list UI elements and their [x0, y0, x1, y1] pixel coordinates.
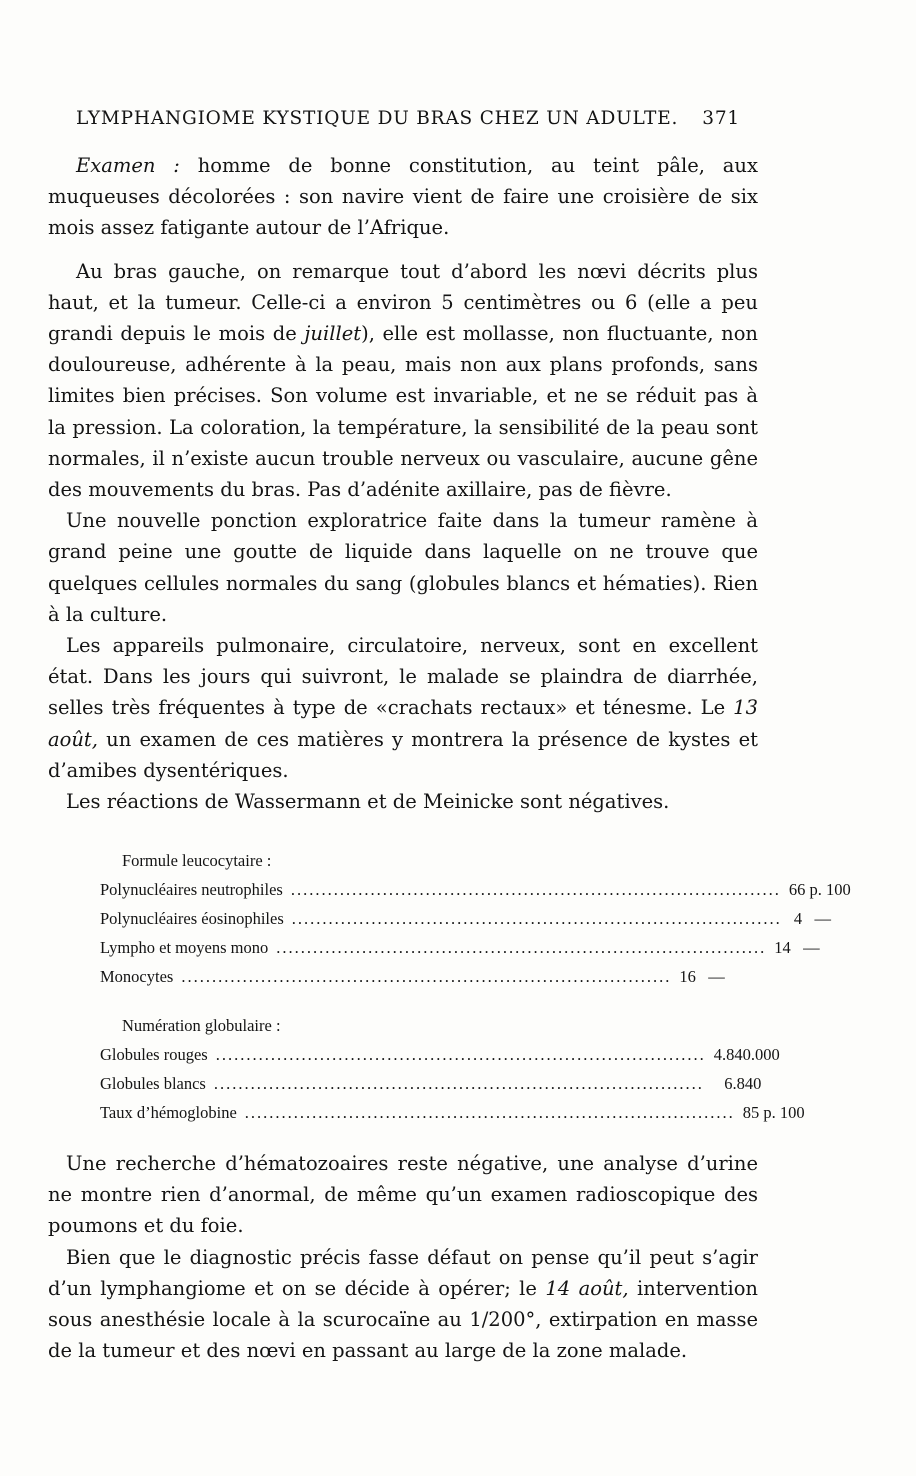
paragraph-diagnostic	[48, 1242, 758, 1367]
numeration-globulaire-table	[100, 1011, 805, 1127]
formule-leucocytaire-table	[100, 846, 851, 991]
table-heading: Numération globulaire :	[122, 1016, 281, 1035]
row-label: Taux d’hémoglobine	[100, 1103, 237, 1122]
paragraph-examen	[48, 150, 758, 244]
dot-leader: ................................................................................	[213, 1074, 704, 1093]
row-value: 4 —	[789, 909, 832, 928]
row-label: Polynucléaires éosinophiles	[100, 909, 284, 928]
text-span: Au bras gauche, on remarque tout d’abord les nœvi décrits plus haut, et la tumeur. Celle-ci a environ 5 centimètres ou 6 (elle a peu grandi depuis le mois de	[48, 259, 758, 346]
text-span: Les appareils pulmonaire, circulatoire, nerveux, sont en excellent état. Dans les jours qui suivront, le malade se plaindra de diarrhée, selles très fréquentes à type de «crachats rectaux» et ténesme. Le	[48, 634, 758, 720]
text-span: un examen de ces matières y montrera la présence de kystes et d’amibes dysentériques.	[48, 727, 758, 782]
row-value: 6.840	[711, 1074, 762, 1093]
italic-span: juillet	[304, 322, 362, 346]
paragraph-reactions: Les réactions de Wassermann et de Meinicke sont négatives.	[66, 790, 670, 814]
body-text-bottom	[48, 1148, 758, 1366]
table-row	[100, 1069, 762, 1098]
paragraph-appareils	[48, 630, 758, 786]
row-value: 4.840.000	[713, 1045, 780, 1064]
row-value: 85 p. 100	[742, 1103, 805, 1122]
dot-leader: ................................................................................	[276, 938, 767, 957]
table-rows	[100, 1040, 805, 1127]
row-value: 66 p. 100	[788, 880, 851, 899]
row-label: Monocytes	[100, 967, 174, 986]
text-span: intervention sous anesthésie locale à la scurocaïne au 1/200°, extirpation en masse de la tumeur et des nœvi en passant au large de la zone malade.	[48, 1276, 758, 1363]
paragraph-ponction: Une nouvelle ponction exploratrice faite dans la tumeur ramène à grand peine une goutte de liquide dans laquelle on ne trouve que quelques cellules normales du sang (globules blancs et hématies). Rien à la culture.	[48, 509, 758, 626]
examen-text: homme de bonne constitution, au teint pâle, aux muqueuses décolorées : son navire vient de faire une croisière de six mois assez fatigante autour de l’Afrique.	[48, 154, 758, 240]
dot-leader: ................................................................................	[244, 1103, 735, 1122]
italic-span: 14 août,	[545, 1276, 629, 1300]
italic-span: 13 août,	[48, 696, 758, 751]
row-value: 16 —	[679, 967, 725, 986]
dot-leader: ................................................................................	[290, 880, 781, 899]
table-row	[100, 933, 820, 962]
table-rows	[100, 875, 851, 991]
paragraph-bras-gauche	[48, 256, 758, 506]
row-label: Polynucléaires neutrophiles	[100, 880, 283, 899]
table-heading: Formule leucocytaire :	[122, 851, 272, 870]
row-label: Lympho et moyens mono	[100, 938, 269, 957]
table-row	[100, 962, 725, 991]
text-span: ), elle est mollasse, non fluctuante, non douloureuse, adhérente à la peau, mais non aux plans profonds, sans limites bien précises. Son volume est invariable, et ne se réduit pas à la pression. La coloration, la température, la sensibilité de la peau sont normales, il n’existe aucun trouble nerveux ou vasculaire, aucune gêne des mouvements du bras. Pas d’adénite axillaire, pas de fièvre.	[48, 322, 758, 502]
dot-leader: ................................................................................	[291, 909, 782, 928]
body-text-top	[48, 150, 758, 817]
page-number: 371	[702, 108, 740, 129]
paragraph-hematozoaires: Une recherche d’hématozoaires reste négative, une analyse d’urine ne montre rien d’anormal, de même qu’un examen radioscopique des poumons et du foie.	[48, 1152, 758, 1238]
table-row	[100, 1040, 780, 1069]
table-row	[100, 1098, 805, 1127]
text-span: Bien que le diagnostic précis fasse défaut on pense qu’il peut s’agir d’un lymphangiome et on se décide à opérer; le	[48, 1245, 758, 1300]
row-value: 14 —	[774, 938, 820, 957]
examen-label: Examen :	[76, 154, 180, 177]
running-header	[76, 108, 740, 129]
row-label: Globules blancs	[100, 1074, 206, 1093]
table-row	[100, 875, 851, 904]
running-title: LYMPHANGIOME KYSTIQUE DU BRAS CHEZ UN ADULTE.	[76, 108, 679, 129]
row-label: Globules rouges	[100, 1045, 208, 1064]
dot-leader: ................................................................................	[215, 1045, 706, 1064]
dot-leader: ................................................................................	[181, 967, 672, 986]
table-row	[100, 904, 832, 933]
